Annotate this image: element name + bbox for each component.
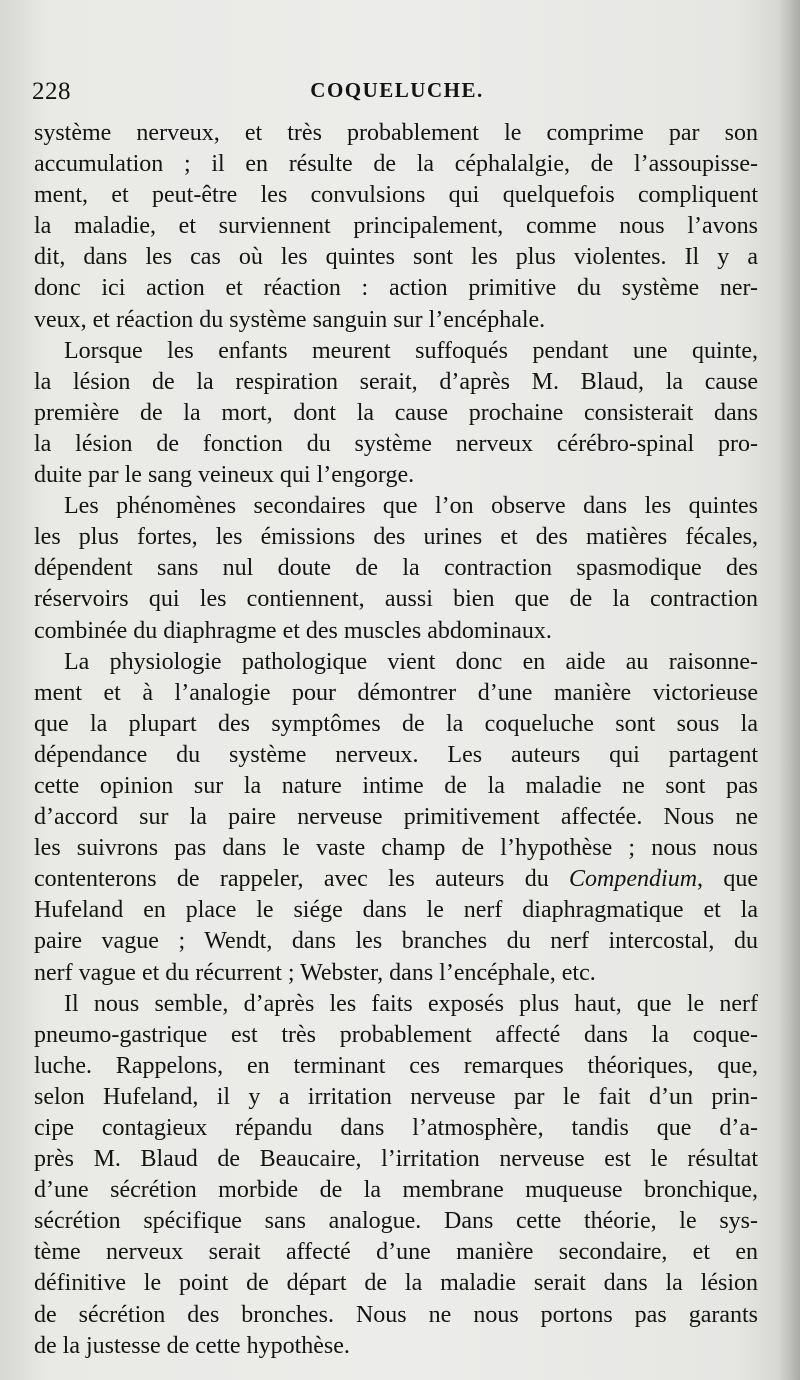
text-line: accumulation ; il en résulte de la céphalalgie, de l’assoupisse- bbox=[34, 151, 758, 178]
text-line: dit, dans les cas où les quintes sont les plus violentes. Il y a bbox=[34, 244, 758, 271]
text-line: cipe contagieux répandu dans l’atmosphère, tandis que d’a- bbox=[34, 1115, 758, 1141]
text-line: ment, et peut-être les convulsions qui quelquefois compliquent bbox=[34, 182, 758, 209]
text-line: près M. Blaud de Beaucaire, l’irritation nerveuse est le résultat bbox=[34, 1146, 758, 1173]
text-line: première de la mort, dont la cause prochaine consisterait dans bbox=[34, 399, 758, 426]
text-line: de la justesse de cette hypothèse. bbox=[34, 1332, 350, 1359]
paragraph-first-line: Les phénomènes secondaires que l’on observe dans les quintes bbox=[64, 493, 758, 520]
text-line: que la plupart des symptômes de la coqueluche sont sous la bbox=[34, 710, 758, 737]
text-line: la lésion de fonction du système nerveux cérébro-spinal pro- bbox=[34, 430, 758, 457]
running-head: COQUELUCHE. bbox=[310, 78, 484, 102]
text-line: définitive le point de départ de la maladie serait dans la lésion bbox=[34, 1270, 758, 1297]
paragraph-first-line: La physiologie pathologique vient donc en aide au raisonne- bbox=[64, 648, 758, 675]
text-line: dépendent sans nul doute de la contraction spasmodique des bbox=[34, 555, 758, 582]
paragraph-first-line: Lorsque les enfants meurent suffoqués pendant une quinte, bbox=[64, 337, 758, 364]
text-line: dépendance du système nerveux. Les auteurs qui partagent bbox=[34, 741, 758, 768]
text-line: paire vague ; Wendt, dans les branches du nerf intercostal, du bbox=[34, 928, 758, 955]
text-line: nerf vague et du récurrent ; Webster, dans l’encéphale, etc. bbox=[34, 959, 596, 986]
text-line: Hufeland en place le siége dans le nerf diaphragmatique et la bbox=[34, 897, 758, 924]
text-line: réservoirs qui les contiennent, aussi bien que de la contraction bbox=[34, 586, 758, 613]
text-line: la lésion de la respiration serait, d’après M. Blaud, la cause bbox=[34, 368, 758, 395]
text-line: luche. Rappelons, en terminant ces remarques théoriques, que, bbox=[34, 1052, 758, 1079]
text-line: combinée du diaphragme et des muscles abdominaux. bbox=[34, 617, 552, 644]
page-number: 228 bbox=[32, 78, 71, 105]
text-line: d’une sécrétion morbide de la membrane muqueuse bronchique, bbox=[34, 1177, 758, 1204]
text-line: les plus fortes, les émissions des urines et des matières fécales, bbox=[34, 524, 758, 551]
page-header bbox=[32, 78, 762, 108]
text-line: cette opinion sur la nature intime de la maladie ne sont pas bbox=[34, 772, 758, 799]
page-edge-shadow bbox=[778, 0, 800, 1380]
text-line: tème nerveux serait affecté d’une manière secondaire, et en bbox=[34, 1239, 758, 1266]
text-line: donc ici action et réaction : action primitive du système ner- bbox=[34, 275, 758, 302]
text-line: veux, et réaction du système sanguin sur l’encéphale. bbox=[34, 306, 546, 333]
text-line: selon Hufeland, il y a irritation nerveuse par le fait d’un prin- bbox=[34, 1083, 758, 1110]
text-line: de sécrétion des bronches. Nous ne nous portons pas garants bbox=[34, 1301, 758, 1328]
paragraph-first-line: Il nous semble, d’après les faits exposés plus haut, que le nerf bbox=[64, 990, 758, 1017]
text-line: contenterons de rappeler, avec les auteurs du Compendium, que bbox=[34, 866, 758, 893]
text-line: pneumo-gastrique est très probablement affecté dans la coque- bbox=[34, 1021, 758, 1048]
text-line: système nerveux, et très probablement le comprime par son bbox=[34, 120, 758, 146]
text-line: la maladie, et surviennent principalement, comme nous l’avons bbox=[34, 213, 758, 240]
body-text bbox=[34, 118, 758, 1362]
text-line: les suivrons pas dans le vaste champ de l’hypothèse ; nous nous bbox=[34, 835, 758, 862]
text-line: d’accord sur la paire nerveuse primitivement affectée. Nous ne bbox=[34, 804, 758, 831]
text-line: ment et à l’analogie pour démontrer d’une manière victorieuse bbox=[34, 679, 758, 706]
text-line: sécrétion spécifique sans analogue. Dans cette théorie, le sys- bbox=[34, 1208, 758, 1235]
text-line: duite par le sang veineux qui l’engorge. bbox=[34, 462, 415, 489]
